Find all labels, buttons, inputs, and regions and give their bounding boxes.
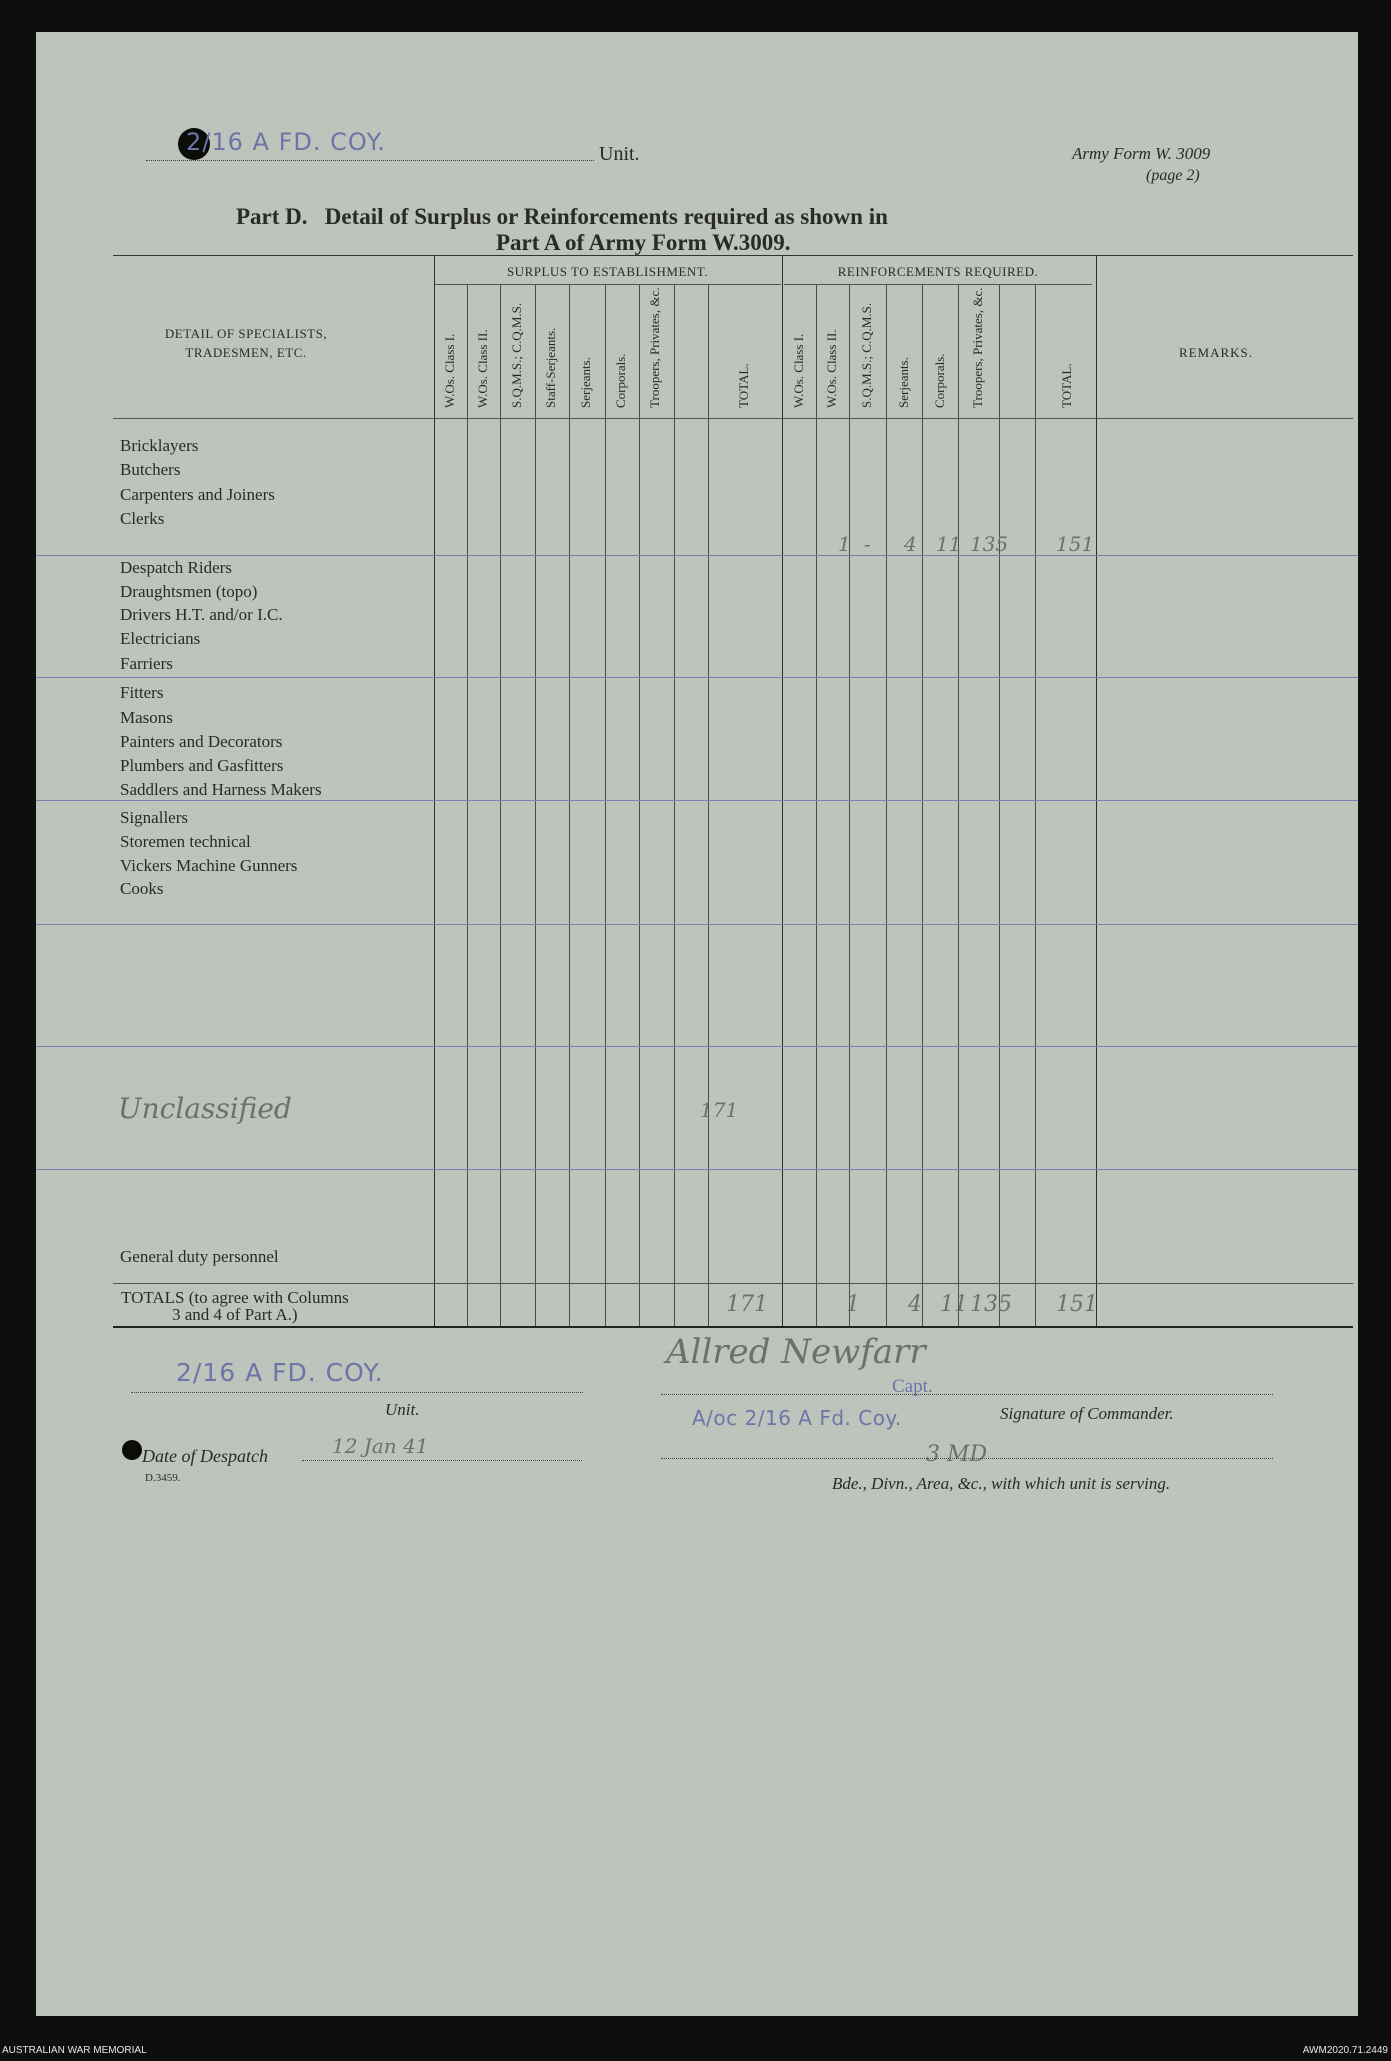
col-header-reinf-5: Corporals. <box>932 353 947 408</box>
signature-label: Signature of Commander. <box>1000 1404 1174 1423</box>
table-row-label: Electricians <box>120 629 201 648</box>
formation-underline <box>661 1458 1273 1459</box>
col-header-reinf-2: W.Os. Class II. <box>824 329 839 408</box>
hw-unclassified-value: 171 <box>700 1098 739 1122</box>
hw-clerks-reinf-total: 151 <box>1056 532 1095 556</box>
col-line <box>1096 256 1097 1326</box>
group-rule <box>36 924 1358 925</box>
hw-signature: Allred Newfarr <box>666 1332 926 1372</box>
hw-totals-reinf-total: 151 <box>1056 1292 1098 1317</box>
table-row-label: Despatch Riders <box>120 558 232 577</box>
hw-date: 12 Jan 41 <box>332 1434 429 1458</box>
col-line <box>782 256 783 1326</box>
col-header-reinf-4: Serjeants. <box>896 357 911 408</box>
totals-label-1: TOTALS (to agree with Columns <box>121 1288 349 1307</box>
hw-clerks-reinf-4: 11 <box>936 532 962 556</box>
signature-underline <box>661 1394 1273 1395</box>
hw-totals-surplus: 171 <box>726 1292 768 1317</box>
bottom-unit-label: Unit. <box>385 1400 420 1419</box>
formation-label: Bde., Divn., Area, &c., with which unit is serving. <box>832 1474 1171 1493</box>
totals-label-2: 3 and 4 of Part A.) <box>172 1305 298 1324</box>
table-row-label: Signallers <box>120 808 188 827</box>
table-row-label: Saddlers and Harness Makers <box>120 780 322 799</box>
table-row-label: Farriers <box>120 654 173 673</box>
col-header-surplus-2: W.Os. Class II. <box>475 329 490 408</box>
detail-header-2: TRADESMEN, ETC. <box>185 345 307 360</box>
surplus-header: SURPLUS TO ESTABLISHMENT. <box>506 264 709 279</box>
subheader-rule-reinf-bottom <box>784 284 1092 285</box>
hw-totals-reinf-4: 11 <box>940 1292 968 1317</box>
col-header-surplus-4: Staff-Serjeants. <box>543 327 558 408</box>
group-rule <box>36 800 1358 801</box>
date-label: Date of Despatch <box>142 1446 268 1466</box>
col-header-surplus-3: S.Q.M.S.; C.Q.M.S. <box>509 302 524 408</box>
unit-label: Unit. <box>599 143 640 165</box>
col-header-reinf-3: S.Q.M.S.; C.Q.M.S. <box>859 302 874 408</box>
header-bottom-rule <box>113 418 1353 419</box>
hw-totals-reinf-5: 135 <box>970 1292 1012 1317</box>
reinforcements-header: REINFORCEMENTS REQUIRED. <box>837 264 1039 279</box>
table-row-label: Fitters <box>120 683 164 702</box>
form-page: (page 2) <box>1146 167 1200 184</box>
col-header-surplus-6: Corporals. <box>613 353 628 408</box>
col-header-reinf-total: TOTAL. <box>1059 363 1074 408</box>
hw-unclassified-label: Unclassified <box>118 1092 292 1125</box>
bottom-unit-stamp: 2/16 A FD. COY. <box>176 1358 384 1387</box>
col-header-surplus-7: Troopers, Privates, &c. <box>647 287 662 408</box>
punch-hole-bottom <box>122 1440 142 1460</box>
remarks-header: REMARKS. <box>1178 345 1254 360</box>
footer-left: AUSTRALIAN WAR MEMORIAL <box>2 2045 147 2056</box>
hw-clerks-reinf-2: - <box>864 532 871 556</box>
group-rule <box>36 1169 1358 1170</box>
table-row-label: Drivers H.T. and/or I.C. <box>120 605 283 624</box>
subheader-rule-surplus-bottom <box>434 284 781 285</box>
hw-clerks-reinf-5: 135 <box>970 532 1009 556</box>
group-rule <box>36 677 1358 678</box>
table-row-label: Bricklayers <box>120 436 199 455</box>
group-rule <box>36 555 1358 556</box>
table-row-label: Cooks <box>120 879 164 898</box>
group-rule <box>36 1046 1358 1047</box>
date-underline <box>302 1460 582 1461</box>
col-header-reinf-1: W.Os. Class I. <box>791 333 806 408</box>
general-duty-label: General duty personnel <box>120 1247 279 1266</box>
bottom-unit-underline <box>131 1392 583 1393</box>
capt-label: Capt. <box>892 1376 933 1397</box>
form-page <box>36 32 1358 2016</box>
col-line <box>434 256 435 1326</box>
footer-right: AWM2020.71.2449 <box>1302 2045 1388 2056</box>
table-row-label: Plumbers and Gasfitters <box>120 756 284 775</box>
unit-stamp: 2/16 A FD. COY. <box>186 128 386 156</box>
table-row-label: Masons <box>120 708 173 727</box>
totals-top-rule <box>113 1283 1353 1284</box>
hw-clerks-reinf-1: 1 <box>838 532 851 556</box>
col-header-surplus-1: W.Os. Class I. <box>442 333 457 408</box>
table-row-label: Painters and Decorators <box>120 732 283 751</box>
table-row-label: Carpenters and Joiners <box>120 485 275 504</box>
archive-footer <box>0 2043 1391 2061</box>
unit-underline <box>146 160 594 161</box>
form-code: D.3459. <box>145 1472 181 1484</box>
form-title-line2: Part A of Army Form W.3009. <box>496 230 791 255</box>
table-row-label: Draughtsmen (topo) <box>120 582 258 601</box>
col-header-surplus-5: Serjeants. <box>578 357 593 408</box>
table-row-label: Butchers <box>120 460 181 479</box>
table-row-label: Clerks <box>120 509 165 528</box>
col-header-surplus-total: TOTAL. <box>736 363 751 408</box>
hw-clerks-reinf-3: 4 <box>904 532 917 556</box>
table-row-label: Vickers Machine Gunners <box>120 856 298 875</box>
col-header-reinf-6: Troopers, Privates, &c. <box>970 287 985 408</box>
detail-header-1: DETAIL OF SPECIALISTS, <box>164 326 328 341</box>
table-top-rule <box>113 255 1353 256</box>
aoc-stamp: A/oc 2/16 A Fd. Coy. <box>692 1406 902 1430</box>
form-title-line1: Part D. Detail of Surplus or Reinforcements required as shown in <box>236 204 888 229</box>
hw-totals-reinf-1: 1 <box>846 1292 860 1317</box>
hw-totals-reinf-3: 4 <box>908 1292 922 1317</box>
table-row-label: Storemen technical <box>120 832 251 851</box>
table-bottom-rule <box>113 1326 1353 1328</box>
hw-formation: 3 MD <box>926 1442 988 1467</box>
form-name: Army Form W. 3009 <box>1072 144 1211 163</box>
